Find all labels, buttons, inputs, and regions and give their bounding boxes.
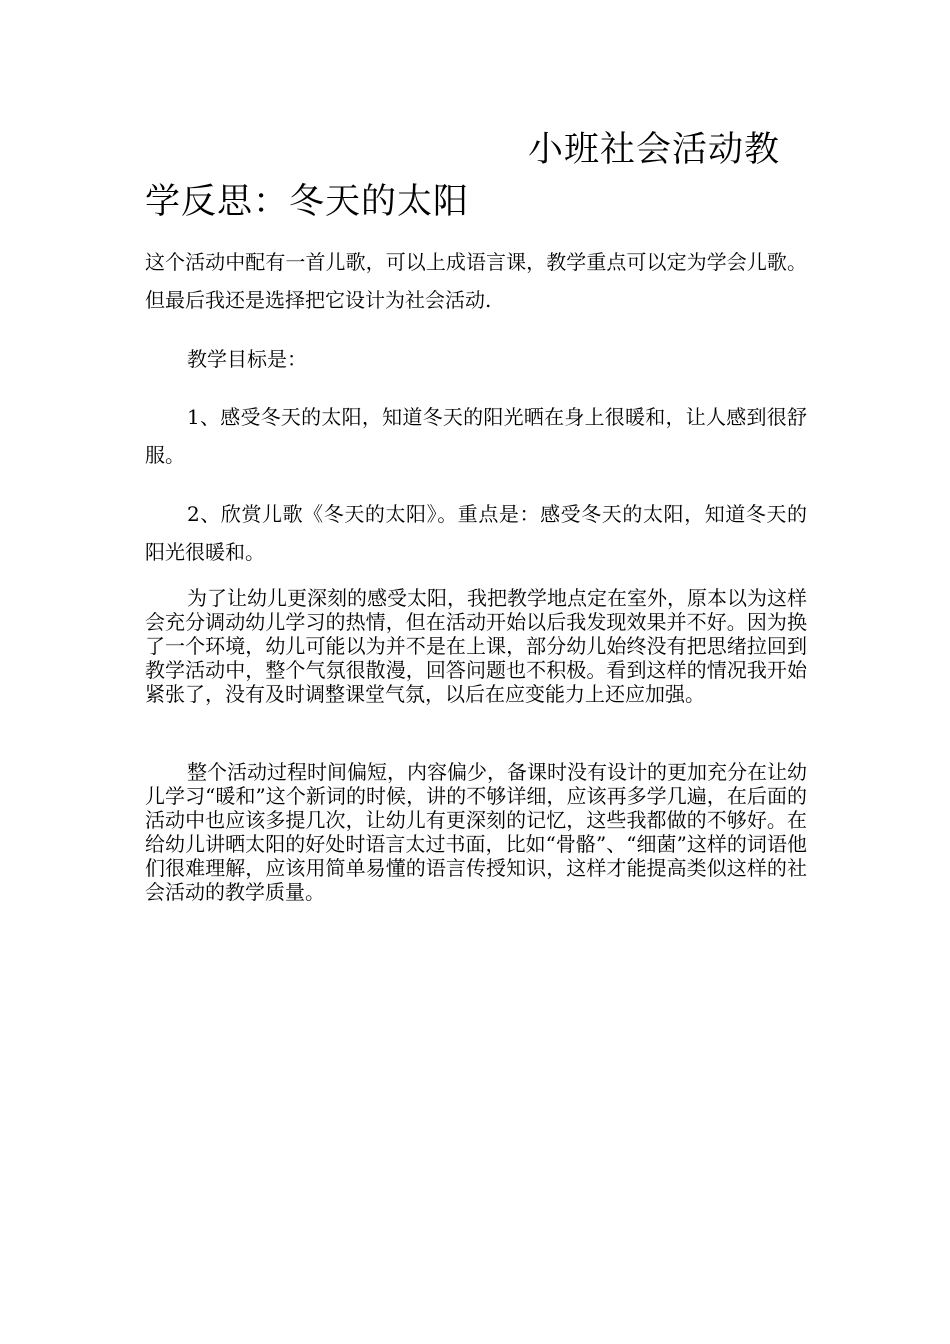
reflection-1-text: 为了让幼儿更深刻的感受太阳，我把教学地点定在室外，原本以为这样会充分调动幼儿学习的热情，但在活动开始以后我发现效果并不好。因为换了一个环境，幼儿可能以为并不是在上课，部分幼儿始终没有把思绪拉回到教学活动中，整个气氛很散漫，回答问题也不积极。看到这样的情况我开始紧张了，没有及时调整课堂气氛，以后在应变能力上还应加强。 [145, 586, 807, 706]
goals-heading-text: 教学目标是： [187, 347, 307, 371]
paragraph-goals-heading [145, 340, 807, 378]
paragraph-reflection-1 [145, 586, 807, 706]
goal-2-text: 2、欣赏儿歌《冬天的太阳》。重点是：感受冬天的太阳，知道冬天的阳光很暖和。 [145, 502, 807, 564]
paragraph-reflection-2 [145, 760, 807, 904]
paragraph-intro [145, 243, 807, 319]
paragraph-intro-text: 这个活动中配有一首儿歌，可以上成语言课，教学重点可以定为学会儿歌。但最后我还是选择把它设计为社会活动. [145, 250, 807, 312]
document-title-line-1: 小班社会活动教 [528, 130, 781, 170]
paragraph-goal-2 [145, 495, 807, 571]
goal-1-text: 1、感受冬天的太阳，知道冬天的阳光晒在身上很暖和，让人感到很舒服。 [145, 405, 807, 467]
paragraph-goal-1 [145, 398, 807, 474]
document-title-line-2: 学反思：冬天的太阳 [145, 182, 470, 222]
reflection-2-text: 整个活动过程时间偏短，内容偏少，备课时没有设计的更加充分在让幼儿学习“暖和”这个新词的时候，讲的不够详细，应该再多学几遍，在后面的活动中也应该多提几次，让幼儿有更深刻的记忆，这些我都做的不够好。在给幼儿讲晒太阳的好处时语言太过书面，比如“骨骼”、“细菌”这样的词语他们很难理解，应该用简单易懂的语言传授知识，这样才能提高类似这样的社会活动的教学质量。 [145, 760, 807, 904]
